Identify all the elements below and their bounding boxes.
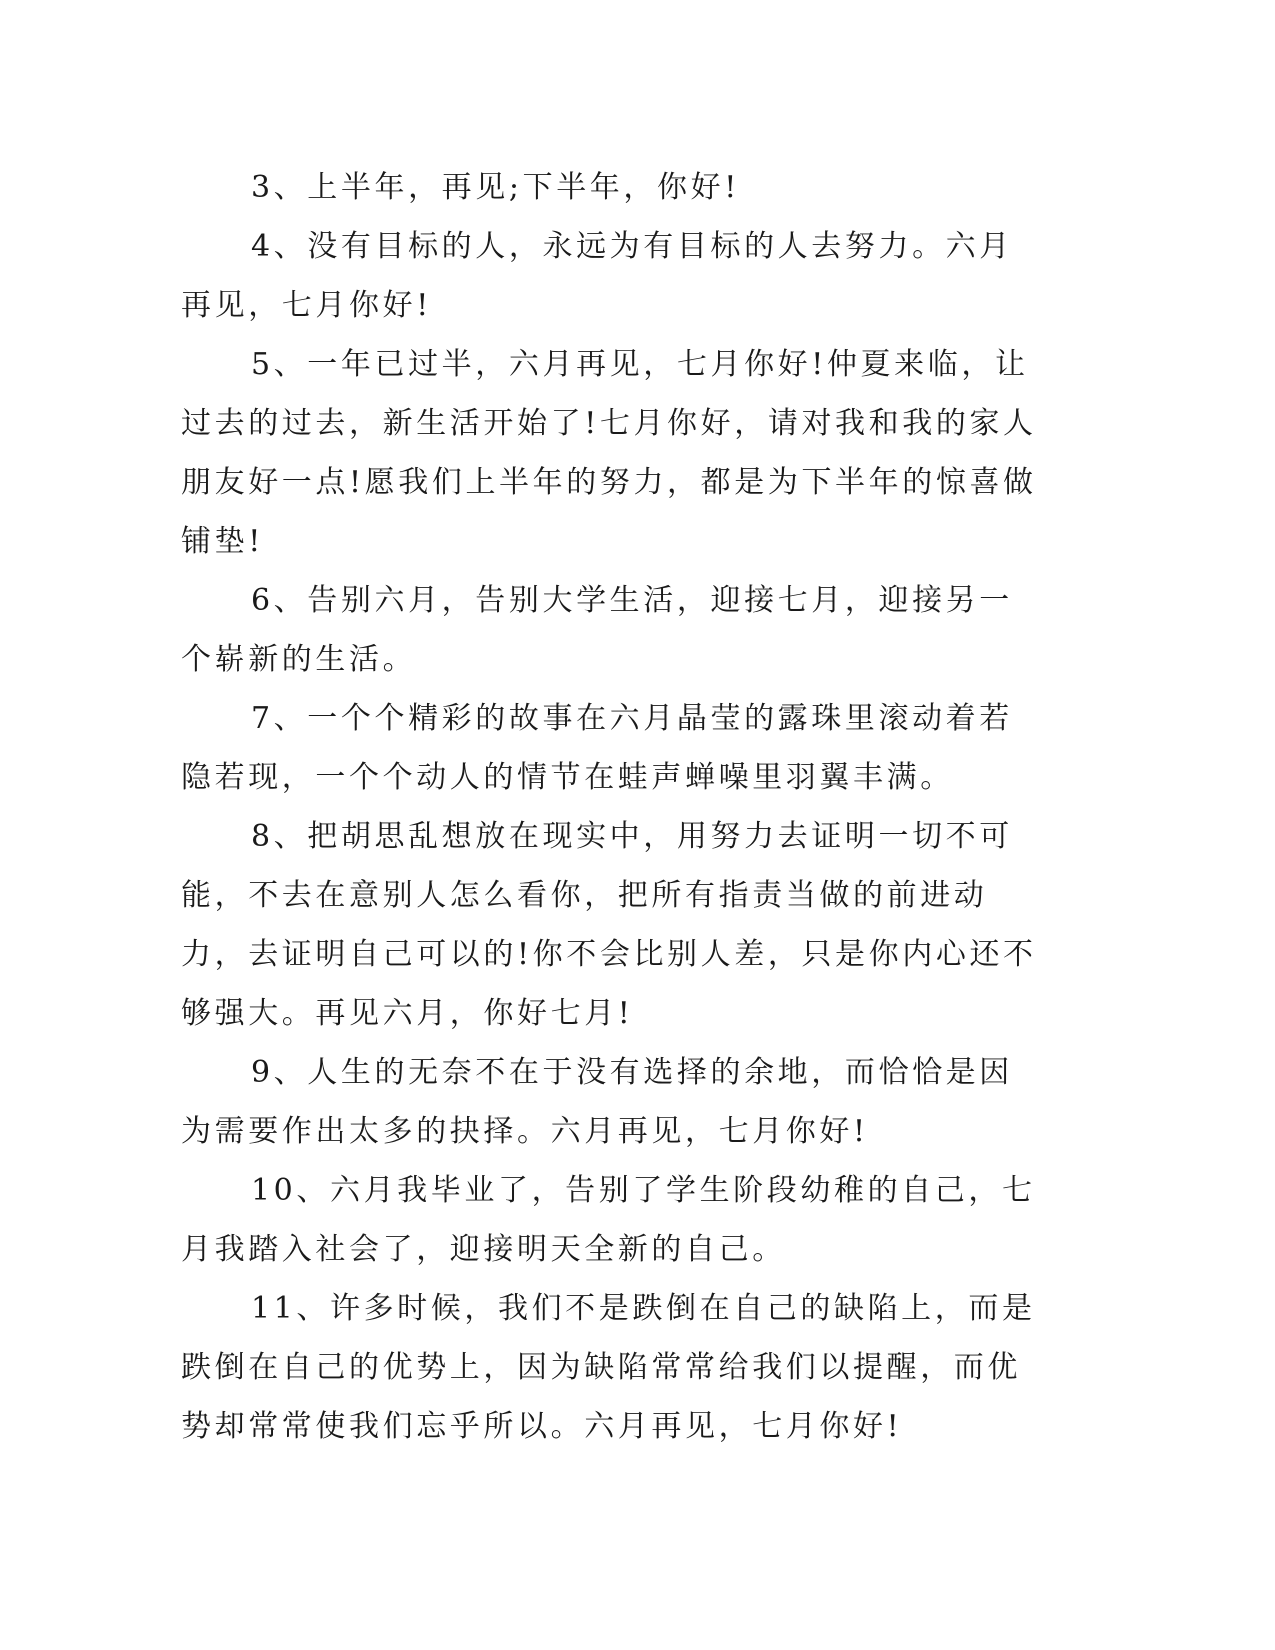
paragraph-7: 7、一个个精彩的故事在六月晶莹的露珠里滚动着若隐若现，一个个动人的情节在蛙声蝉噪里羽翼丰满。 (181, 701, 1013, 795)
paragraph-8: 8、把胡思乱想放在现实中，用努力去证明一切不可能，不去在意别人怎么看你，把所有指责当做的前进动力，去证明自己可以的!你不会比别人差，只是你内心还不够强大。再见六月，你好七月! (181, 819, 1037, 1031)
paragraph-4: 4、没有目标的人，永远为有目标的人去努力。六月再见，七月你好! (181, 229, 1013, 323)
paragraph-3: 3、上半年，再见;下半年，你好! (251, 170, 740, 205)
paragraph-5: 5、一年已过半，六月再见，七月你好!仲夏来临，让过去的过去，新生活开始了!七月你好，请对我和我的家人朋友好一点!愿我们上半年的努力，都是为下半年的惊喜做铺垫! (181, 347, 1037, 559)
paragraph-6: 6、告别六月，告别大学生活，迎接七月，迎接另一个崭新的生活。 (181, 583, 1013, 677)
paragraph-10: 10、六月我毕业了，告别了学生阶段幼稚的自己，七月我踏入社会了，迎接明天全新的自己。 (181, 1173, 1036, 1267)
paragraph-11: 11、许多时候，我们不是跌倒在自己的缺陷上，而是跌倒在自己的优势上，因为缺陷常常给我们以提醒，而优势却常常使我们忘乎所以。六月再见，七月你好! (181, 1291, 1036, 1444)
paragraph-9: 9、人生的无奈不在于没有选择的余地，而恰恰是因为需要作出太多的抉择。六月再见，七月你好! (181, 1055, 1013, 1149)
document-body (181, 158, 1041, 1456)
